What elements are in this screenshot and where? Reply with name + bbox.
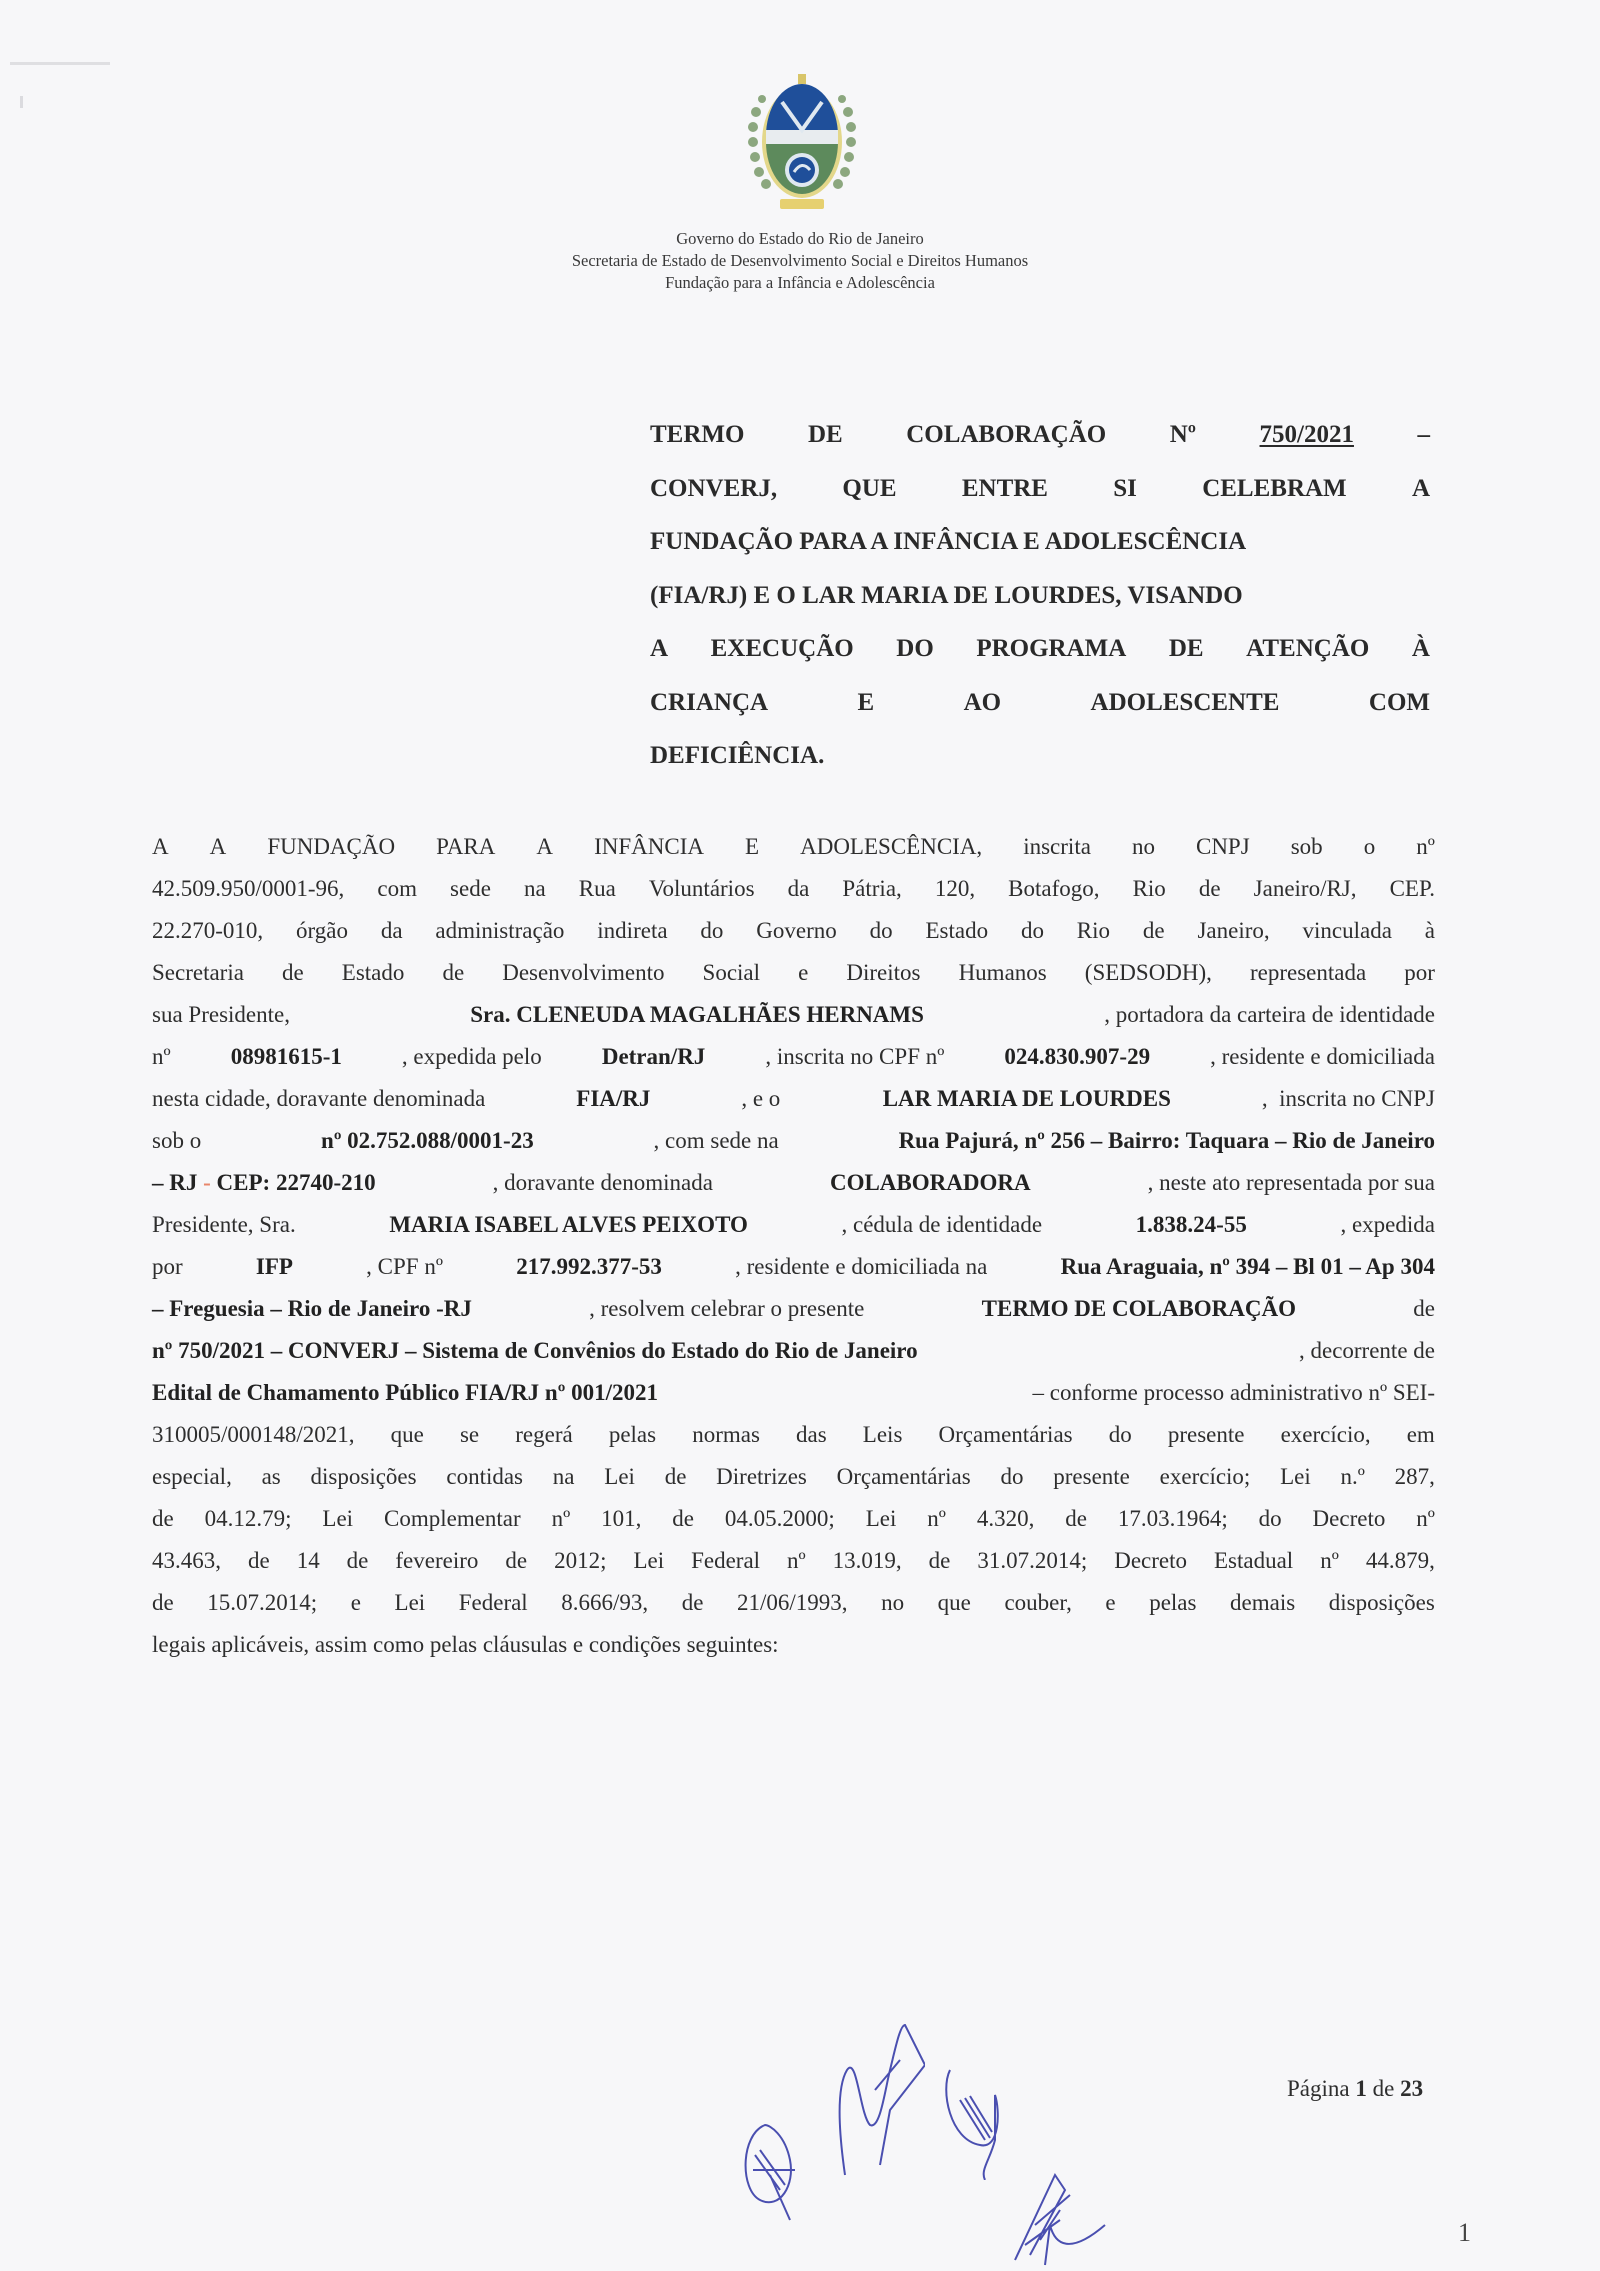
- text: de: [1413, 1296, 1435, 1321]
- word: no: [881, 1590, 905, 1615]
- word: demais: [1230, 1590, 1296, 1615]
- signature-2: [835, 2020, 925, 2180]
- collaborator-label: COLABORADORA: [829, 1170, 1031, 1195]
- collaborator-name: LAR MARIA DE LOURDES: [882, 1086, 1171, 1111]
- word: o: [1363, 834, 1376, 859]
- word: sede: [450, 876, 491, 901]
- title-word: CRIANÇA: [650, 688, 769, 716]
- word: se: [459, 1422, 480, 1447]
- word: 310005/000148/2021,: [152, 1422, 355, 1447]
- word: Lei: [633, 1548, 665, 1573]
- title-word: PROGRAMA: [976, 635, 1127, 662]
- cep: CEP: 22740-210: [210, 1170, 376, 1195]
- word: com: [377, 876, 417, 901]
- word: Complementar: [383, 1506, 521, 1531]
- word: de: [152, 1590, 174, 1615]
- word: Lei: [394, 1590, 426, 1615]
- title-word: A: [1411, 474, 1430, 502]
- word: Pátria,: [842, 876, 902, 901]
- coat-of-arms-icon: [742, 72, 862, 214]
- body-line: [152, 1204, 1435, 1246]
- word: de: [346, 1548, 369, 1573]
- title-word: AO: [963, 688, 1002, 716]
- signature-3: [940, 2060, 1010, 2180]
- title-word: DE: [807, 421, 843, 448]
- title-word: À: [1411, 635, 1430, 662]
- word: exercício,: [1280, 1422, 1371, 1447]
- word: Estado: [341, 960, 405, 985]
- word: 44.879,: [1365, 1548, 1435, 1573]
- word: vinculada: [1302, 918, 1392, 943]
- title-word: DO: [896, 635, 934, 662]
- address: – RJ: [152, 1170, 204, 1195]
- word: Janeiro,: [1197, 918, 1270, 943]
- word: Federal: [691, 1548, 761, 1573]
- word: do: [1020, 918, 1044, 943]
- text: , e o: [741, 1086, 792, 1111]
- title-word: EXECUÇÃO: [710, 635, 854, 662]
- body-line: [152, 1120, 1435, 1162]
- word: 2012;: [554, 1548, 607, 1573]
- title-word: DE: [1168, 635, 1204, 662]
- word: especial,: [152, 1464, 232, 1489]
- text: Presidente, Sra.: [152, 1212, 296, 1237]
- word: na: [552, 1464, 575, 1489]
- text: sua Presidente,: [152, 1002, 290, 1027]
- word: contidas: [446, 1464, 524, 1489]
- red-hyphen: -: [203, 1170, 211, 1195]
- word: 13.019,: [832, 1548, 902, 1573]
- word: Estado: [925, 918, 989, 943]
- title-word: QUE: [842, 474, 897, 502]
- word: do: [1258, 1506, 1282, 1531]
- title-word: SI: [1113, 474, 1137, 502]
- address: Rua Pajurá, nº 256 – Bairro: Taquara – Rio de Janeiro: [898, 1128, 1435, 1153]
- word: em: [1406, 1422, 1435, 1447]
- text: nº: [152, 1044, 171, 1069]
- id-number: 1.838.24-55: [1135, 1212, 1247, 1237]
- title-line: [650, 729, 1430, 783]
- word: 14: [296, 1548, 320, 1573]
- word: Lei: [322, 1506, 354, 1531]
- word: 22.270-010,: [152, 918, 264, 943]
- word: couber,: [1004, 1590, 1072, 1615]
- word: fevereiro: [395, 1548, 479, 1573]
- text: , expedida: [1340, 1212, 1435, 1237]
- title-word: CELEBRAM: [1202, 474, 1347, 502]
- word: E: [745, 834, 760, 859]
- body-line: [152, 1414, 1435, 1456]
- word: à: [1424, 918, 1435, 943]
- word: inscrita: [1023, 834, 1091, 859]
- title-word: TERMO: [650, 421, 745, 448]
- word: 287,: [1394, 1464, 1435, 1489]
- word: e: [350, 1590, 361, 1615]
- word: INFÂNCIA: [594, 834, 704, 859]
- word: regerá: [515, 1422, 573, 1447]
- edital-reference: Edital de Chamamento Público FIA/RJ nº 001/2021: [152, 1380, 658, 1405]
- address: Rua Araguaia, nº 394 – Bl 01 – Ap 304: [1060, 1254, 1435, 1279]
- text: , com sede na: [653, 1128, 779, 1153]
- word: 120,: [934, 876, 976, 901]
- title-text: FUNDAÇÃO PARA A INFÂNCIA E ADOLESCÊNCIA: [650, 528, 1247, 555]
- word: de: [1142, 918, 1165, 943]
- scan-artifact: [10, 62, 110, 65]
- word: nº: [927, 1506, 946, 1531]
- body-line: [152, 1456, 1435, 1498]
- word: Lei: [865, 1506, 897, 1531]
- text: por: [152, 1254, 183, 1279]
- issuer: IFP: [255, 1254, 293, 1279]
- text: , decorrente de: [1298, 1338, 1435, 1363]
- word: de: [672, 1506, 694, 1531]
- word: de: [442, 960, 465, 985]
- letterhead-line: Governo do Estado do Rio de Janeiro: [676, 229, 924, 248]
- word: Decreto: [1114, 1548, 1188, 1573]
- party-abbrev: FIA/RJ: [576, 1086, 651, 1111]
- body-line: [152, 1582, 1435, 1624]
- word: Humanos: [958, 960, 1047, 985]
- title-word: ATENÇÃO: [1246, 635, 1370, 662]
- word: Rio: [1076, 918, 1111, 943]
- word: ADOLESCÊNCIA,: [800, 834, 983, 859]
- document-title: [650, 408, 1430, 783]
- text: , CPF nº: [366, 1254, 443, 1279]
- title-word: ENTRE: [961, 474, 1048, 502]
- word: normas: [692, 1422, 760, 1447]
- word: FUNDAÇÃO: [267, 834, 396, 859]
- text: , inscrita no CNPJ: [1261, 1086, 1435, 1111]
- word: 31.07.2014;: [977, 1548, 1088, 1573]
- word: nº: [1416, 1506, 1435, 1531]
- signature-1: [735, 2115, 815, 2225]
- body-line: [152, 1162, 1435, 1204]
- word: PARA: [436, 834, 496, 859]
- word: de: [247, 1548, 270, 1573]
- page-indicator: [1287, 2076, 1423, 2102]
- word: administração: [435, 918, 565, 943]
- word: disposições: [1328, 1590, 1435, 1615]
- body-line: [152, 1246, 1435, 1288]
- text: , inscrita no CPF nº: [765, 1044, 945, 1069]
- address: – Freguesia – Rio de Janeiro -RJ: [152, 1296, 472, 1321]
- issuer: Detran/RJ: [601, 1044, 706, 1069]
- title-word: A: [650, 635, 669, 662]
- word: nº: [787, 1548, 806, 1573]
- body-line: [152, 1288, 1435, 1330]
- word: A: [209, 834, 227, 859]
- word: Desenvolvimento: [502, 960, 665, 985]
- word: 42.509.950/0001-96,: [152, 876, 345, 901]
- text: , residente e domiciliada na: [735, 1254, 988, 1279]
- word: Voluntários: [648, 876, 755, 901]
- word: de: [664, 1464, 687, 1489]
- word: Federal: [458, 1590, 528, 1615]
- page-total: 23: [1400, 2076, 1424, 2101]
- title-line: [650, 408, 1430, 462]
- word: 17.03.1964;: [1117, 1506, 1228, 1531]
- body-line: [152, 994, 1435, 1036]
- word: 04.05.2000;: [724, 1506, 835, 1531]
- text: , expedida pelo: [401, 1044, 542, 1069]
- body-line: [152, 1540, 1435, 1582]
- word: de: [1065, 1506, 1087, 1531]
- president-name: Sra. CLENEUDA MAGALHÃES HERNAMS: [470, 1002, 924, 1027]
- term-label: TERMO DE COLABORAÇÃO: [981, 1296, 1296, 1321]
- term-number: 750/2021: [1259, 421, 1354, 448]
- body-line: [152, 1078, 1435, 1120]
- word: Social: [702, 960, 761, 985]
- word: 43.463,: [152, 1548, 221, 1573]
- text: , doravante denominada: [492, 1170, 713, 1195]
- word: Rua: [578, 876, 616, 901]
- word: da: [380, 918, 403, 943]
- text: , cédula de identidade: [841, 1212, 1043, 1237]
- word: sob: [1290, 834, 1323, 859]
- word: 15.07.2014;: [207, 1590, 318, 1615]
- word: presente: [1167, 1422, 1245, 1447]
- handwritten-page-number: 1: [1458, 2218, 1471, 2247]
- word: CNPJ: [1195, 834, 1250, 859]
- word: da: [787, 876, 810, 901]
- word: que: [390, 1422, 424, 1447]
- page-label: Página: [1287, 2076, 1356, 2101]
- body-line: [152, 868, 1435, 910]
- title-text: DEFICIÊNCIA.: [650, 742, 825, 769]
- text: , residente e domiciliada: [1210, 1044, 1435, 1069]
- word: nº: [1416, 834, 1435, 859]
- title-word: Nº: [1169, 421, 1197, 448]
- word: nº: [1320, 1548, 1339, 1573]
- word: e: [1105, 1590, 1116, 1615]
- word: 4.320,: [976, 1506, 1035, 1531]
- title-word: CONVERJ,: [650, 474, 778, 502]
- text: nesta cidade, doravante denominada: [152, 1086, 486, 1111]
- word: 21/06/1993,: [737, 1590, 848, 1615]
- page-label: de: [1366, 2076, 1401, 2101]
- word: Secretaria: [152, 960, 244, 985]
- letterhead-line: Fundação para a Infância e Adolescência: [665, 273, 935, 292]
- body-line: [152, 1036, 1435, 1078]
- body-paragraph: [152, 826, 1435, 1666]
- word: Orçamentárias: [938, 1422, 1073, 1447]
- title-word: COLABORAÇÃO: [906, 421, 1107, 448]
- word: de: [152, 1506, 174, 1531]
- word: nº: [551, 1506, 571, 1531]
- word: órgão: [296, 918, 348, 943]
- title-line: [650, 515, 1430, 569]
- word: de: [681, 1590, 704, 1615]
- word: Orçamentárias: [836, 1464, 971, 1489]
- text: , neste ato representada por sua: [1147, 1170, 1435, 1195]
- word: Decreto: [1312, 1506, 1386, 1531]
- word: do: [1000, 1464, 1024, 1489]
- word: do: [869, 918, 893, 943]
- word: de: [1198, 876, 1221, 901]
- word: Direitos: [846, 960, 921, 985]
- word: A: [152, 834, 169, 859]
- word: 04.12.79;: [204, 1506, 292, 1531]
- word: Diretrizes: [716, 1464, 807, 1489]
- title-word: ADOLESCENTE: [1090, 688, 1280, 716]
- word: exercício;: [1159, 1464, 1251, 1489]
- word: representada: [1250, 960, 1367, 985]
- scan-artifact: [20, 96, 23, 108]
- term-reference: nº 750/2021 – CONVERJ – Sistema de Convênios do Estado do Rio de Janeiro: [152, 1338, 918, 1363]
- word: que: [937, 1590, 971, 1615]
- body-line: [152, 1330, 1435, 1372]
- word: no: [1131, 834, 1155, 859]
- cnpj-number: nº 02.752.088/0001-23: [321, 1128, 534, 1153]
- cpf-number: 024.830.907-29: [1004, 1044, 1151, 1069]
- title-word: COM: [1368, 688, 1430, 716]
- word: 101,: [601, 1506, 642, 1531]
- word: Estadual: [1214, 1548, 1294, 1573]
- word: do: [700, 918, 724, 943]
- word: Leis: [862, 1422, 903, 1447]
- letterhead: [400, 228, 1200, 294]
- word: CEP.: [1389, 876, 1435, 901]
- word: presente: [1053, 1464, 1130, 1489]
- title-word: –: [1417, 421, 1430, 448]
- word: Lei: [604, 1464, 635, 1489]
- word: as: [261, 1464, 281, 1489]
- body-line: legais aplicáveis, assim como pelas cláusulas e condições seguintes:: [152, 1632, 779, 1657]
- word: Governo: [756, 918, 837, 943]
- word: e: [798, 960, 809, 985]
- title-line: [650, 569, 1430, 623]
- body-line: [152, 952, 1435, 994]
- word: pelas: [608, 1422, 657, 1447]
- word: 8.666/93,: [561, 1590, 649, 1615]
- word: de: [928, 1548, 951, 1573]
- text: sob o: [152, 1128, 202, 1153]
- title-word: E: [857, 688, 875, 716]
- word: n.º: [1340, 1464, 1365, 1489]
- word: Janeiro/RJ,: [1253, 876, 1357, 901]
- title-text: (FIA/RJ) E O LAR MARIA DE LOURDES, VISANDO: [650, 581, 1243, 609]
- title-line: [650, 622, 1430, 676]
- page-current: 1: [1355, 2076, 1367, 2101]
- word: Botafogo,: [1008, 876, 1100, 901]
- title-line: [650, 676, 1430, 730]
- cpf-number: 217.992.377-53: [516, 1254, 662, 1279]
- president-name: MARIA ISABEL ALVES PEIXOTO: [389, 1212, 748, 1237]
- word: na: [523, 876, 546, 901]
- text: , portadora da carteira de identidade: [1104, 1002, 1435, 1027]
- word: Rio: [1132, 876, 1166, 901]
- word: das: [796, 1422, 827, 1447]
- id-number: 08981615-1: [230, 1044, 342, 1069]
- body-line: [152, 910, 1435, 952]
- word: (SEDSODH),: [1084, 960, 1212, 985]
- word: de: [282, 960, 304, 985]
- word: pelas: [1149, 1590, 1197, 1615]
- word: indireta: [597, 918, 668, 943]
- body-line: [152, 826, 1435, 868]
- word: Lei: [1280, 1464, 1311, 1489]
- body-line: [152, 1372, 1435, 1414]
- word: de: [505, 1548, 528, 1573]
- title-line: [650, 462, 1430, 516]
- word: por: [1404, 960, 1435, 985]
- text: – conforme processo administrativo nº SEI-: [1032, 1380, 1435, 1405]
- text: , resolvem celebrar o presente: [589, 1296, 865, 1321]
- signature-4: [1010, 2165, 1110, 2271]
- letterhead-line: Secretaria de Estado de Desenvolvimento Social e Direitos Humanos: [571, 251, 1029, 270]
- word: do: [1108, 1422, 1132, 1447]
- body-line: [152, 1498, 1435, 1540]
- word: disposições: [310, 1464, 417, 1489]
- word: A: [536, 834, 554, 859]
